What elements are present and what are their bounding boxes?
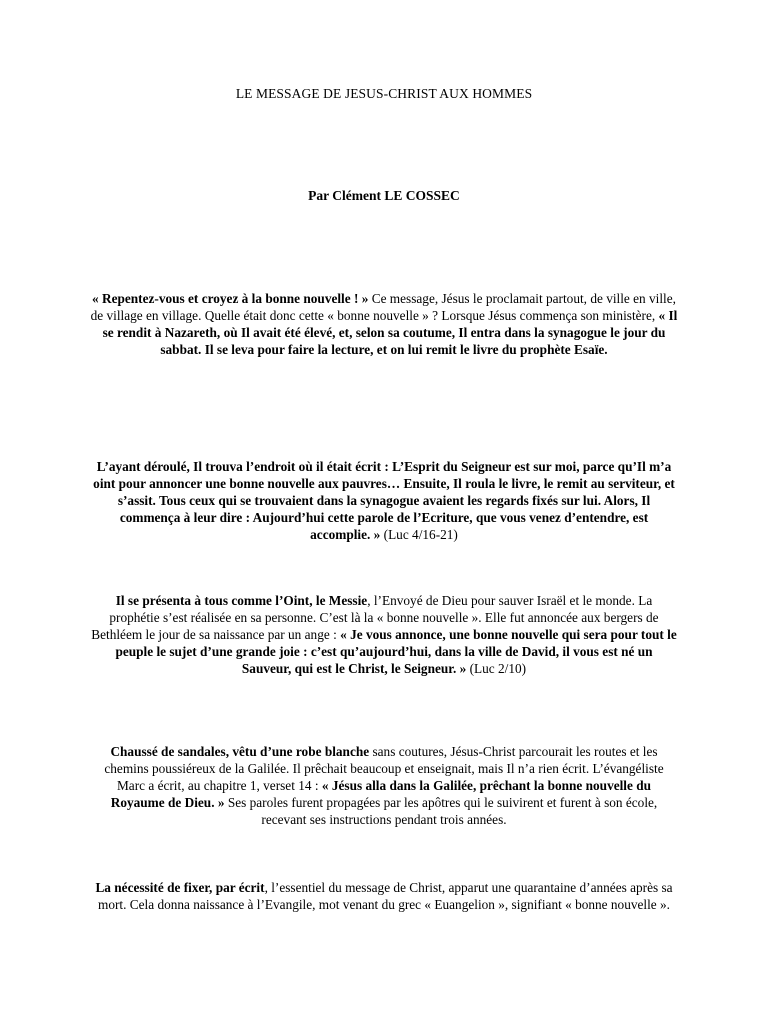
- paragraph-3-segment-3: « Je vous annonce, une bonne nouvelle qui sera pour tout le peuple le sujet d’une grande joie : c’est qu’aujourd’hui, dans la ville de David, il vous est né un Sauveur, qui est le Christ, le Seigneur. »: [115, 627, 677, 676]
- paragraph-2-segment-2: (Luc 4/16-21): [380, 527, 458, 542]
- paragraph-2-segment-1: L’ayant déroulé, Il trouva l’endroit où il était écrit : L’Esprit du Seigneur est sur moi, parce qu’Il m’a oint pour annoncer une bonne nouvelle aux pauvres… Ensuite, Il roula le livre, le remit au serviteur, et s’assit. Tous ceux qui se trouvaient dans la synagogue avaient les regards fixés sur lui. Alors, Il commença à leur dire : Aujourd’hui cette parole de l’Ecriture, que vous venez d’entendre, est accomplie. »: [93, 459, 675, 542]
- paragraph-5-segment-2: , l’essentiel du message de Christ, apparut une quarantaine d’années après sa mort. Cela donna naissance à l’Evangile, mot venant du grec « Euangelion », signifiant « bonne nouvelle ».: [98, 880, 673, 912]
- paragraph-5: [90, 879, 678, 913]
- paragraph-4-segment-4: Ses paroles furent propagées par les apôtres qui le suivirent et furent à son école, recevant ses instructions pendant trois années.: [224, 795, 658, 827]
- paragraph-1: [90, 290, 678, 358]
- paragraph-4-segment-1: Chaussé de sandales, vêtu d’une robe blanche: [110, 744, 370, 759]
- paragraph-4: [90, 743, 678, 828]
- paragraph-3: [90, 592, 678, 677]
- paragraph-2: [90, 458, 678, 543]
- paragraph-3-segment-4: (Luc 2/10): [466, 661, 527, 676]
- paragraph-5-segment-1: La nécessité de fixer, par écrit: [95, 880, 265, 895]
- paragraph-1-segment-1: « Repentez-vous et croyez à la bonne nouvelle ! »: [92, 291, 369, 306]
- paragraph-1-segment-3: « Il se rendit à Nazareth, où Il avait été élevé, et, selon sa coutume, Il entra dans la synagogue le jour du sabbat. Il se leva pour faire la lecture, et on lui remit le livre du prophète Esaïe.: [102, 308, 678, 357]
- paragraph-3-segment-2: , l’Envoyé de Dieu pour sauver Israël et le monde. La prophétie s’est réalisée en sa personne. C’est là la « bonne nouvelle ». Elle fut annoncée aux bergers de Bethléem le jour de sa naissance par un ange :: [91, 593, 659, 642]
- paragraph-1-segment-2: Ce message, Jésus le proclamait partout, de ville en ville, de village en village. Quelle était donc cette « bonne nouvelle » ? Lorsque Jésus commença son ministère,: [90, 291, 676, 323]
- document-title: LE MESSAGE DE JESUS-CHRIST AUX HOMMES: [235, 86, 533, 101]
- paragraph-4-segment-2: sans coutures, Jésus-Christ parcourait les routes et les chemins poussiéreux de la Galilée. Il prêchait beaucoup et enseignait, mais Il n’a rien écrit. L’évangéliste Marc a écrit, au chapitre 1, verset 14 :: [104, 744, 664, 793]
- document-author: Par Clément LE COSSEC: [308, 188, 460, 203]
- paragraph-4-segment-3: « Jésus alla dans la Galilée, prêchant la bonne nouvelle du Royaume de Dieu. »: [110, 778, 652, 810]
- paragraph-3-segment-1: Il se présenta à tous comme l’Oint, le Messie: [115, 593, 368, 608]
